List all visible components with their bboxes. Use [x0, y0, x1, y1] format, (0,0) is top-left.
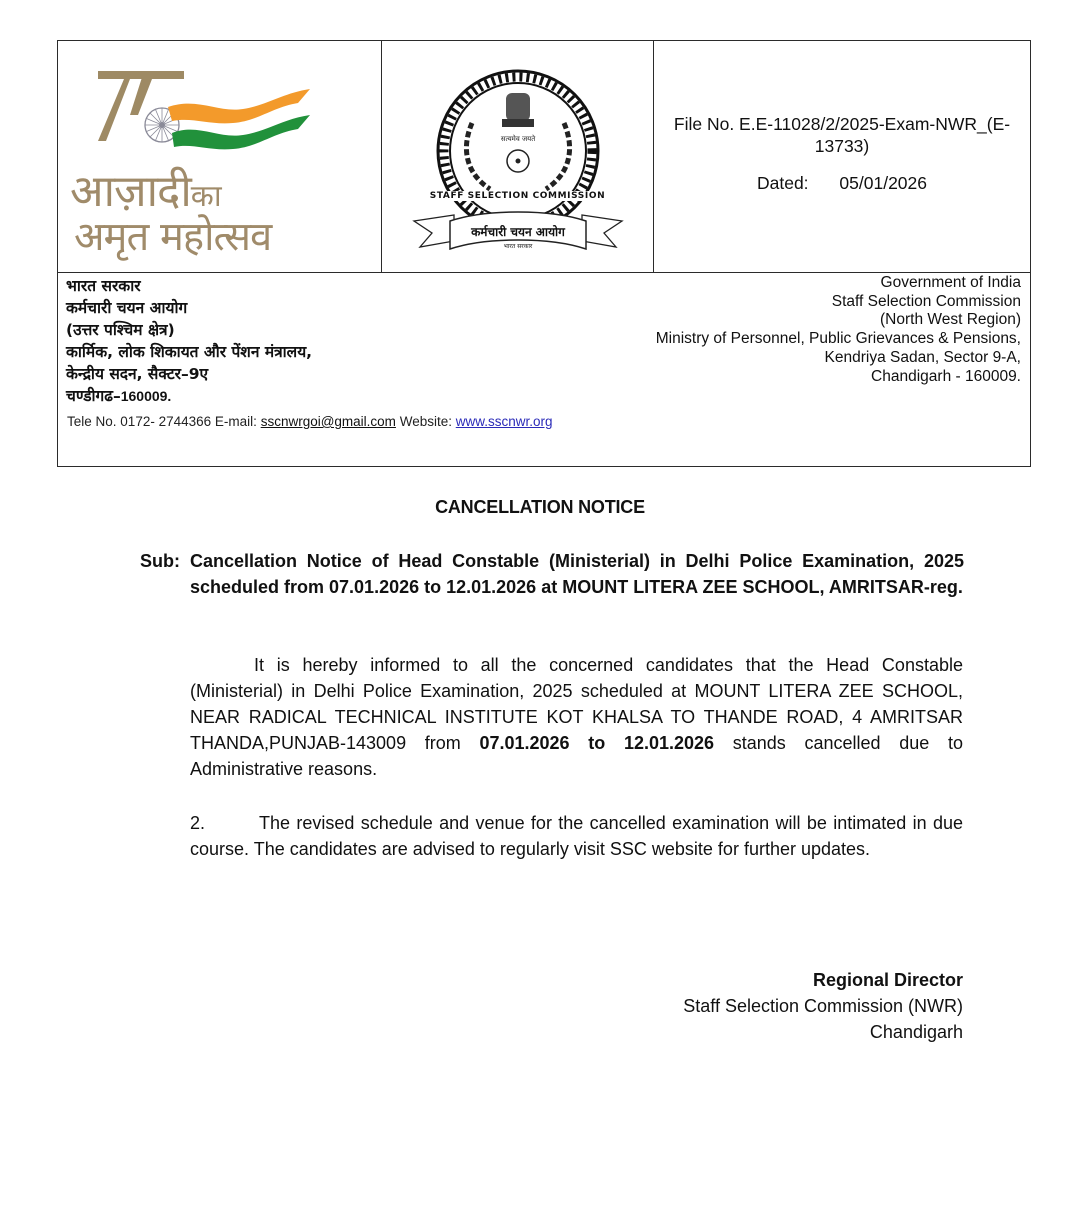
flag-saffron-band — [168, 89, 310, 123]
paragraph-2: 2. The revised schedule and venue for the cancelled examination will be intimated in due course. The candidates are advised to regularly visit SSC website for further updates. — [190, 810, 963, 862]
seal-ribbon-text: कर्मचारी चयन आयोग — [471, 225, 565, 239]
signatory-office: Staff Selection Commission (NWR) — [683, 996, 963, 1016]
notice-title: CANCELLATION NOTICE — [435, 497, 645, 517]
website-link[interactable]: www.sscnwr.org — [455, 414, 553, 429]
ssc-seal-icon — [406, 63, 630, 263]
azadi-ka-amrit-mahotsav-logo — [68, 63, 368, 263]
english-address — [631, 274, 1021, 386]
tele-number: 0172- 2744366 — [120, 414, 212, 429]
letterhead-table — [57, 40, 1031, 467]
paragraph-number: 2. — [190, 813, 206, 833]
subject-block — [140, 548, 964, 600]
email-link[interactable]: sscnwrgoi@gmail.com — [260, 414, 396, 429]
signatory-city: Chandigarh — [869, 1022, 963, 1042]
tele-label: Tele No. — [67, 414, 117, 429]
seal-motto: सत्यमेव जयते — [500, 135, 536, 143]
seal-ring-text: STAFF SELECTION COMMISSION — [429, 191, 606, 201]
dated-label: Dated: — [756, 173, 809, 193]
hindi-address-line: (उत्तर पश्चिम क्षेत्र) — [66, 321, 175, 339]
seal-cell — [382, 41, 654, 273]
file-number-cell — [654, 41, 1030, 273]
email-label: E-mail: — [214, 414, 257, 429]
seventy-five-flag-icon — [68, 63, 368, 163]
hindi-address-city: चण्डीगढ–160009. — [66, 387, 172, 405]
signatory-designation: Regional Director — [812, 970, 963, 990]
english-address-line: Ministry of Personnel, Public Grievances & Pensions, — [655, 330, 1021, 348]
english-address-line: (North West Region) — [880, 311, 1021, 329]
hindi-address-line: कार्मिक, लोक शिकायत और पेंशन मंत्रालय, — [66, 343, 313, 361]
hindi-address-line: केन्द्रीय सदन, सैक्टर–9ए — [66, 365, 209, 383]
file-number: File No. E.E-11028/2/2025-Exam-NWR_(E-13733) — [673, 114, 1011, 156]
english-address-line: Government of India — [880, 274, 1021, 291]
english-address-line: Chandigarh - 160009. — [871, 367, 1021, 385]
subject-label: Sub: — [140, 551, 180, 571]
seal-ribbon-subtext: भारत सरकार — [503, 243, 533, 250]
logo-cell — [58, 41, 382, 273]
logo-text-azadi: आज़ादीका — [70, 166, 221, 217]
subject-text: Cancellation Notice of Head Constable (Ministerial) in Delhi Police Examination, 2025 scheduled from 07.01.2026 to 12.01.2026 at MOUNT LITERA ZEE SCHOOL, AMRITSAR-reg. — [190, 551, 964, 597]
cancelled-dates: 07.01.2026 to 12.01.2026 — [479, 733, 715, 753]
english-address-line: Kendriya Sadan, Sector 9-A, — [824, 348, 1021, 366]
date-line — [654, 173, 1030, 194]
logo-text-amrit-mahotsav: अमृत महोत्सव — [74, 214, 272, 260]
hindi-address-line: भारत सरकार — [66, 277, 141, 295]
dated-value: 05/01/2026 — [839, 173, 928, 193]
hindi-address-line: कर्मचारी चयन आयोग — [66, 299, 188, 317]
hindi-address — [66, 275, 396, 407]
paragraph-1: It is hereby informed to all the concerned candidates that the Head Constable (Ministerial) in Delhi Police Examination, 2025 scheduled at MOUNT LITERA ZEE SCHOOL, NEAR RADICAL TECHNICAL INSTITUTE KOT KHALSA TO THANDE ROAD, 4 AMRITSAR THANDA,PUNJAB-143009 from 07.01.2026 to 12.01.2026 stands cancelled due to Administrative reasons. — [190, 655, 963, 779]
english-address-line: Staff Selection Commission — [831, 292, 1021, 310]
national-emblem-icon — [502, 93, 534, 127]
contact-line — [67, 414, 553, 429]
website-label: Website: — [399, 414, 452, 429]
address-cell — [58, 273, 1030, 466]
signature-block — [683, 967, 963, 1045]
numeral-seven — [98, 71, 166, 141]
